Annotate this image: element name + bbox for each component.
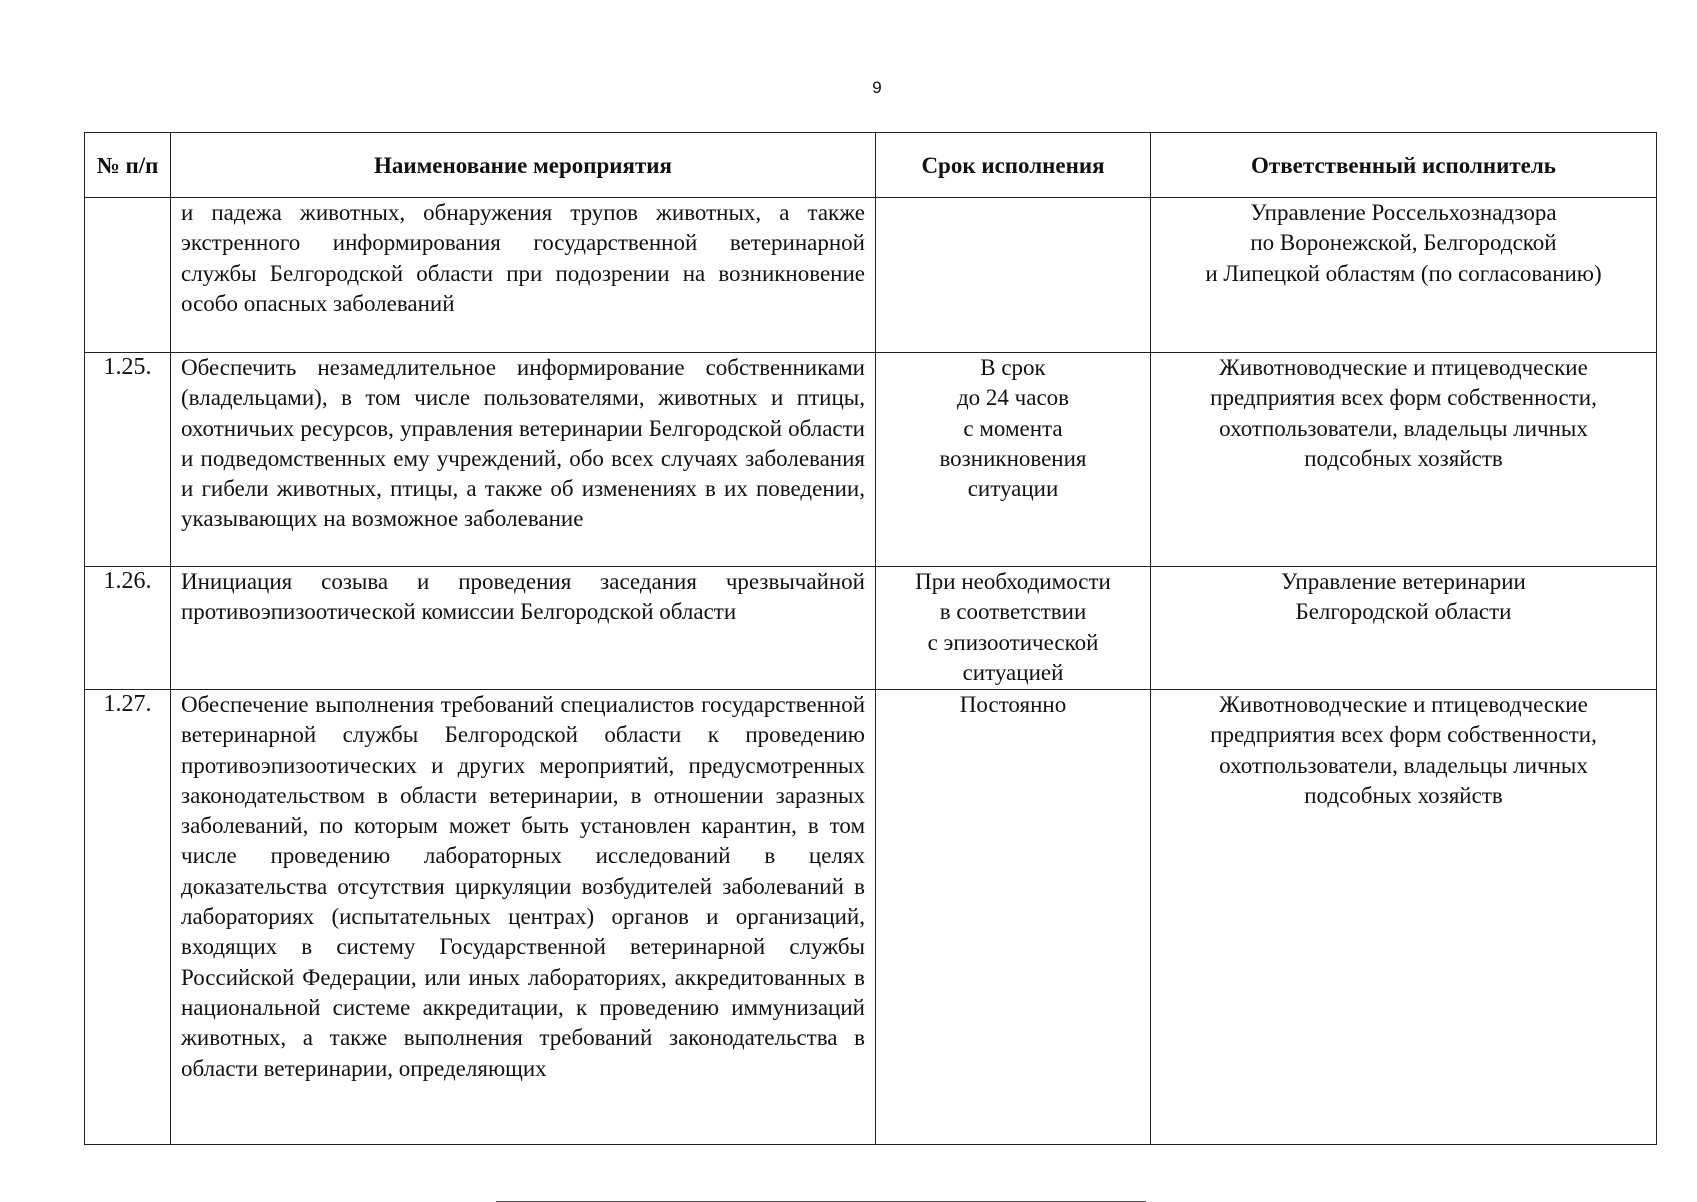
measure-name bbox=[171, 690, 876, 1145]
header-resp bbox=[1151, 133, 1657, 198]
deadline-cell bbox=[876, 198, 1151, 353]
table-row bbox=[85, 690, 1657, 1145]
responsible-cell bbox=[1151, 353, 1657, 567]
responsible-line: Управление ветеринарии bbox=[1281, 569, 1526, 594]
table-header-row bbox=[85, 133, 1657, 198]
deadline-line: При необходимости bbox=[915, 569, 1111, 594]
measures-table bbox=[84, 132, 1657, 1145]
deadline-cell bbox=[876, 690, 1151, 1145]
measure-text: Обеспечить незамедлительное информирование собственниками (владельцами), в том числе пользователями, животных и птицы, охотничьих ресурсов, управления ветеринарии Белгородской области и подведомственных ему учреждений, обо всех случаях заболевания и гибели животных, птицы, а также об изменениях в их поведении, указывающих на возможное заболевание bbox=[181, 355, 865, 532]
table-row bbox=[85, 353, 1657, 567]
measure-name bbox=[171, 353, 876, 567]
measure-text: Обеспечение выполнения требований специалистов государственной ветеринарной службы Белгородской области к проведению противоэпизоотических и других мероприятий, предусмотренных законодательством в области ветеринарии, в отношении заразных заболеваний, по которым может быть установлен карантин, в том числе проведению лабораторных исследований в целях доказательства отсутствия циркуляции возбудителей заболеваний в лабораториях (испытательных центрах) органов и организаций, входящих в систему Государственной ветеринарной службы Российской Федерации, или иных лабораториях, аккредитованных в национальной системе аккредитации, к проведению иммунизаций животных, а также выполнения требований законодательства в области ветеринарии, определяющих bbox=[181, 692, 865, 1081]
header-name bbox=[171, 133, 876, 198]
table-row bbox=[85, 567, 1657, 690]
deadline-line: ситуацией bbox=[962, 659, 1064, 685]
deadline-line: В срок bbox=[980, 355, 1046, 380]
responsible-line: Животноводческие и птицеводческие bbox=[1219, 692, 1588, 717]
responsible-line: охотпользователи, владельцы личных bbox=[1219, 752, 1588, 778]
responsible-line: предприятия всех форм собственности, bbox=[1210, 722, 1597, 748]
responsible-cell bbox=[1151, 198, 1657, 353]
header-num bbox=[85, 133, 171, 198]
deadline-line: с момента bbox=[963, 415, 1063, 441]
deadline-line: возникновения bbox=[939, 445, 1087, 471]
header-name-label: Наименование мероприятия bbox=[374, 152, 672, 178]
header-num-label: № п/п bbox=[96, 152, 159, 178]
responsible-cell bbox=[1151, 690, 1657, 1145]
header-term-label: Срок исполнения bbox=[921, 152, 1105, 178]
measure-text: Инициация созыва и проведения заседания чрезвычайной противоэпизоотической комиссии Белгородской области bbox=[181, 569, 865, 625]
header-resp-label: Ответственный исполнитель bbox=[1251, 152, 1556, 178]
deadline-cell bbox=[876, 353, 1151, 567]
responsible-line: Белгородской области bbox=[1295, 599, 1512, 625]
row-number: 1.26. bbox=[85, 567, 171, 690]
deadline-line: в соответствии bbox=[939, 599, 1087, 625]
deadline-line: ситуации bbox=[967, 476, 1059, 502]
row-number: 1.27. bbox=[85, 690, 171, 1145]
measure-name bbox=[171, 567, 876, 690]
responsible-line: Животноводческие и птицеводческие bbox=[1219, 355, 1588, 380]
row-number bbox=[85, 198, 171, 353]
deadline-line: с эпизоотической bbox=[927, 629, 1099, 655]
responsible-line: подсобных хозяйств bbox=[1304, 445, 1503, 471]
responsible-line: Управление Россельхознадзора bbox=[1250, 200, 1557, 225]
page-number: 9 bbox=[872, 78, 882, 97]
responsible-line: предприятия всех форм собственности, bbox=[1210, 385, 1597, 411]
deadline-line: Постоянно bbox=[959, 692, 1067, 717]
measure-text: и падежа животных, обнаружения трупов животных, а также экстренного информирования государственной ветеринарной службы Белгородской области при подозрении на возникновение особо опасных заболеваний bbox=[181, 200, 865, 316]
deadline-cell bbox=[876, 567, 1151, 690]
responsible-line: охотпользователи, владельцы личных bbox=[1219, 415, 1588, 441]
row-number: 1.25. bbox=[85, 353, 171, 567]
responsible-line: подсобных хозяйств bbox=[1304, 782, 1503, 808]
table-row bbox=[85, 198, 1657, 353]
responsible-line: и Липецкой областям (по согласованию) bbox=[1205, 260, 1602, 286]
responsible-line: по Воронежской, Белгородской bbox=[1250, 230, 1557, 256]
measure-name bbox=[171, 198, 876, 353]
header-term bbox=[876, 133, 1151, 198]
deadline-line: до 24 часов bbox=[956, 385, 1070, 411]
responsible-cell bbox=[1151, 567, 1657, 690]
